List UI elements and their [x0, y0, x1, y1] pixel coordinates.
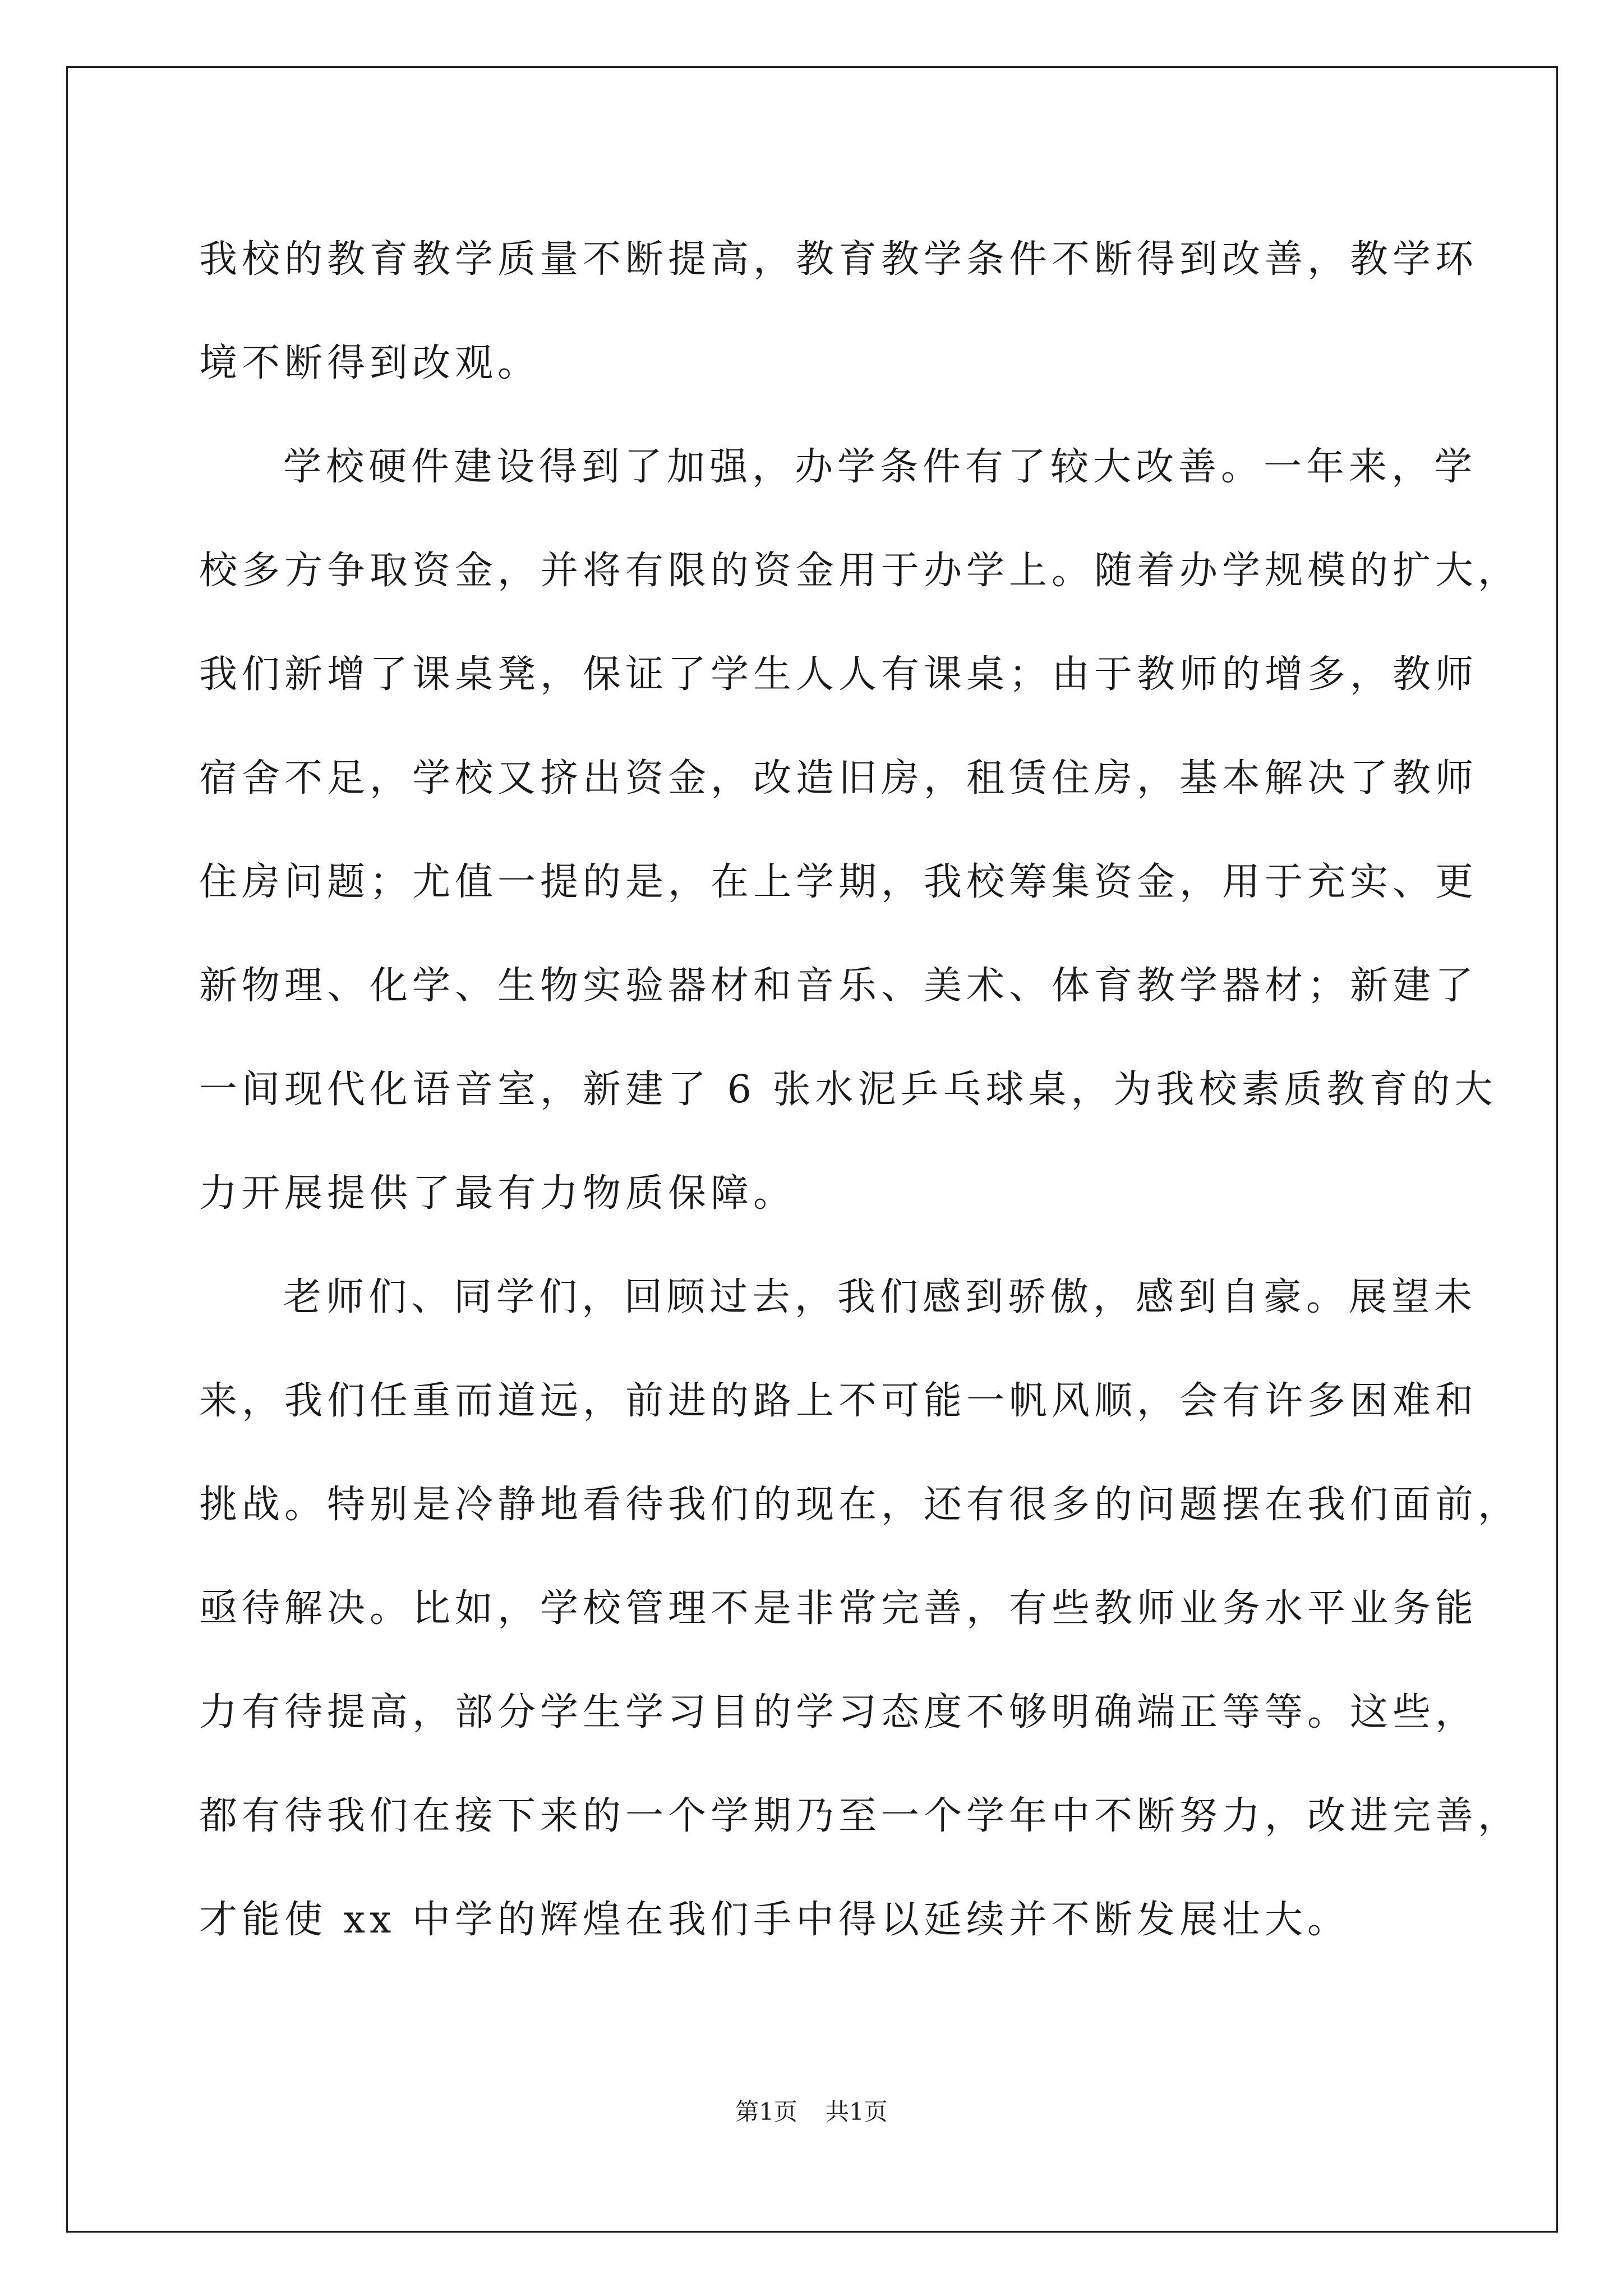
text-line: 都有待我们在接下来的一个学期乃至一个学年中不断努力，改进完善，	[199, 1794, 1521, 1838]
document-body	[199, 208, 1521, 1972]
page-number: 第1页	[735, 2098, 797, 2125]
text-line: 学校硬件建设得到了加强，办学条件有了较大改善。一年来，学	[283, 445, 1477, 489]
text-line: 亟待解决。比如，学校管理不是非常完善，有些教师业务水平业务能	[199, 1586, 1478, 1631]
paragraph	[199, 415, 1521, 1245]
text-line: 境不断得到改观。	[199, 341, 541, 385]
page-footer	[0, 2095, 1623, 2129]
text-line: 一间现代化语音室，新建了 6 张水泥乒乓球桌，为我校素质教育的大	[199, 1068, 1497, 1112]
paragraph	[199, 208, 1478, 415]
text-line: 老师们、同学们，回顾过去，我们感到骄傲，感到自豪。展望未	[283, 1275, 1477, 1319]
text-line: 力开展提供了最有力物质保障。	[199, 1171, 796, 1216]
text-line: 我校的教育教学质量不断提高，教育教学条件不断得到改善，教学环	[199, 237, 1478, 282]
text-line: 才能使 xx 中学的辉煌在我们手中得以延续并不断发展壮大。	[199, 1898, 1350, 1942]
text-line: 挑战。特别是冷静地看待我们的现在，还有很多的问题摆在我们面前，	[199, 1483, 1521, 1527]
text-line: 我们新增了课桌凳，保证了学生人人有课桌；由于教师的增多，教师	[199, 652, 1478, 697]
text-line: 住房问题；尤值一提的是，在上学期，我校筹集资金，用于充实、更	[199, 860, 1478, 904]
text-line: 校多方争取资金，并将有限的资金用于办学上。随着办学规模的扩大，	[199, 549, 1521, 593]
paragraph	[199, 1245, 1521, 1972]
text-line: 新物理、化学、生物实验器材和音乐、美术、体育教学器材；新建了	[199, 964, 1478, 1008]
text-line: 来，我们任重而道远，前进的路上不可能一帆风顺，会有许多困难和	[199, 1379, 1478, 1423]
page-total: 共1页	[826, 2098, 888, 2125]
text-line: 宿舍不足，学校又挤出资金，改造旧房，租赁住房，基本解决了教师	[199, 756, 1478, 800]
text-line: 力有待提高，部分学生学习目的学习态度不够明确端正等等。这些，	[199, 1690, 1478, 1734]
